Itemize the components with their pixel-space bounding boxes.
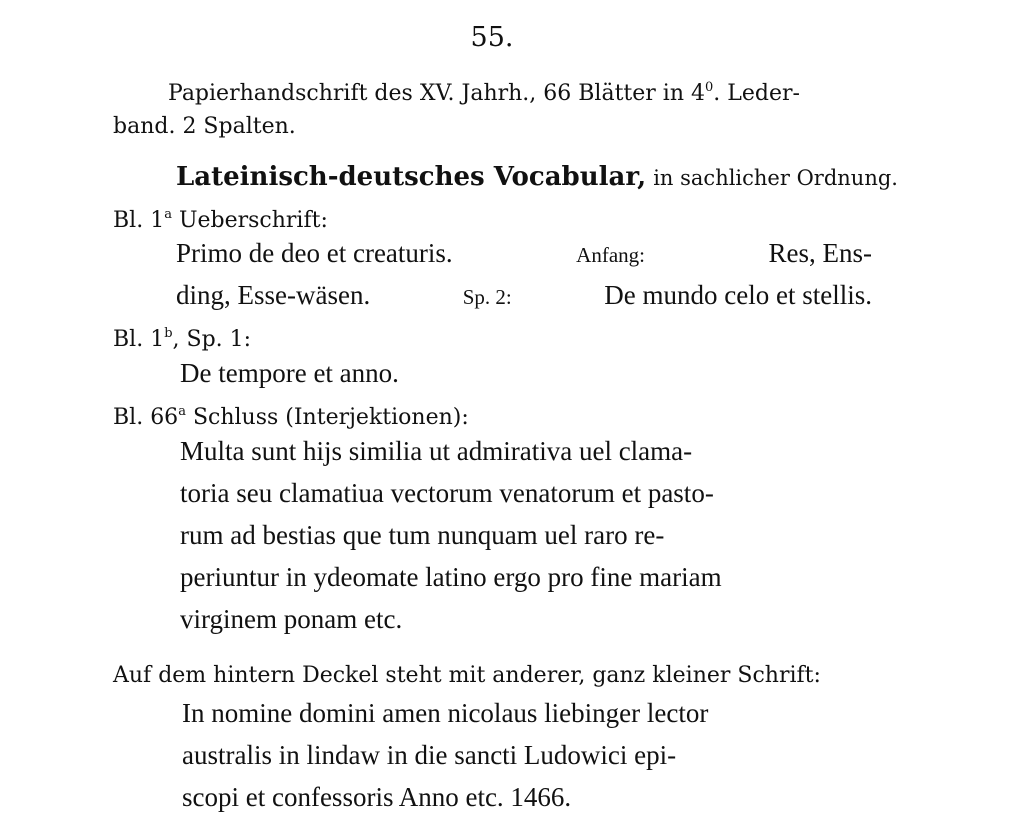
- page-number: 55.: [470, 22, 514, 53]
- bl1a-label: Bl. 1$^a$ Ueberschrift:: [113, 207, 328, 233]
- bl1a-sp2: Sp. 2:: [462, 285, 512, 309]
- bl1a-text-line-1: [176, 238, 872, 269]
- bl1a-text-2a: ding, Esse-wäsen.: [176, 280, 371, 310]
- bl66a-label: Bl. 66$^a$ Schluss (Interjektionen):: [113, 404, 469, 430]
- bl1a-text-2c: De mundo celo et stellis.: [604, 280, 872, 310]
- bl1b-label: Bl. 1$^b$, Sp. 1:: [113, 326, 252, 352]
- deckel-label: Auf dem hintern Deckel steht mit anderer, ganz kleiner Schrift:: [113, 663, 821, 688]
- entry-heading: [176, 162, 898, 192]
- deckel-line-1: In nomine domini amen nicolaus liebinger lector: [182, 698, 709, 728]
- bl66a-line-4: periuntur in ydeomate latino ergo pro fine mariam: [180, 562, 722, 592]
- bl66a-line-2: toria seu clamatiua vectorum venatorum et pasto-: [180, 478, 714, 508]
- bl1a-anfang: Anfang:: [576, 243, 645, 267]
- description-line-2: band. 2 Spalten.: [113, 114, 296, 139]
- description-line-1-left: Papierhandschrift des XV. Jahrh., 66 Blätter in $4^0$. Leder-: [168, 80, 800, 106]
- bl1a-text-line-2: [176, 280, 872, 311]
- entry-title: Lateinisch-deutsches Vocabular,: [176, 162, 647, 192]
- bl1a-text-1a: Primo de deo et creaturis.: [176, 238, 453, 268]
- bl66a-line-3: rum ad bestias que tum nunquam uel raro re-: [180, 520, 665, 550]
- entry-subtitle: in sachlicher Ordnung.: [653, 166, 898, 190]
- bl66a-line-5: virginem ponam etc.: [180, 604, 403, 634]
- deckel-line-2: australis in lindaw in die sancti Ludowici epi-: [182, 740, 677, 770]
- bl1a-text-1c: Res, Ens-: [768, 238, 872, 268]
- bl1b-text: De tempore et anno.: [180, 358, 399, 388]
- bl66a-line-1: Multa sunt hijs similia ut admirativa uel clama-: [180, 436, 693, 466]
- deckel-line-3: scopi et confessoris Anno etc. 1466.: [182, 782, 572, 812]
- description-line-1: [168, 80, 874, 106]
